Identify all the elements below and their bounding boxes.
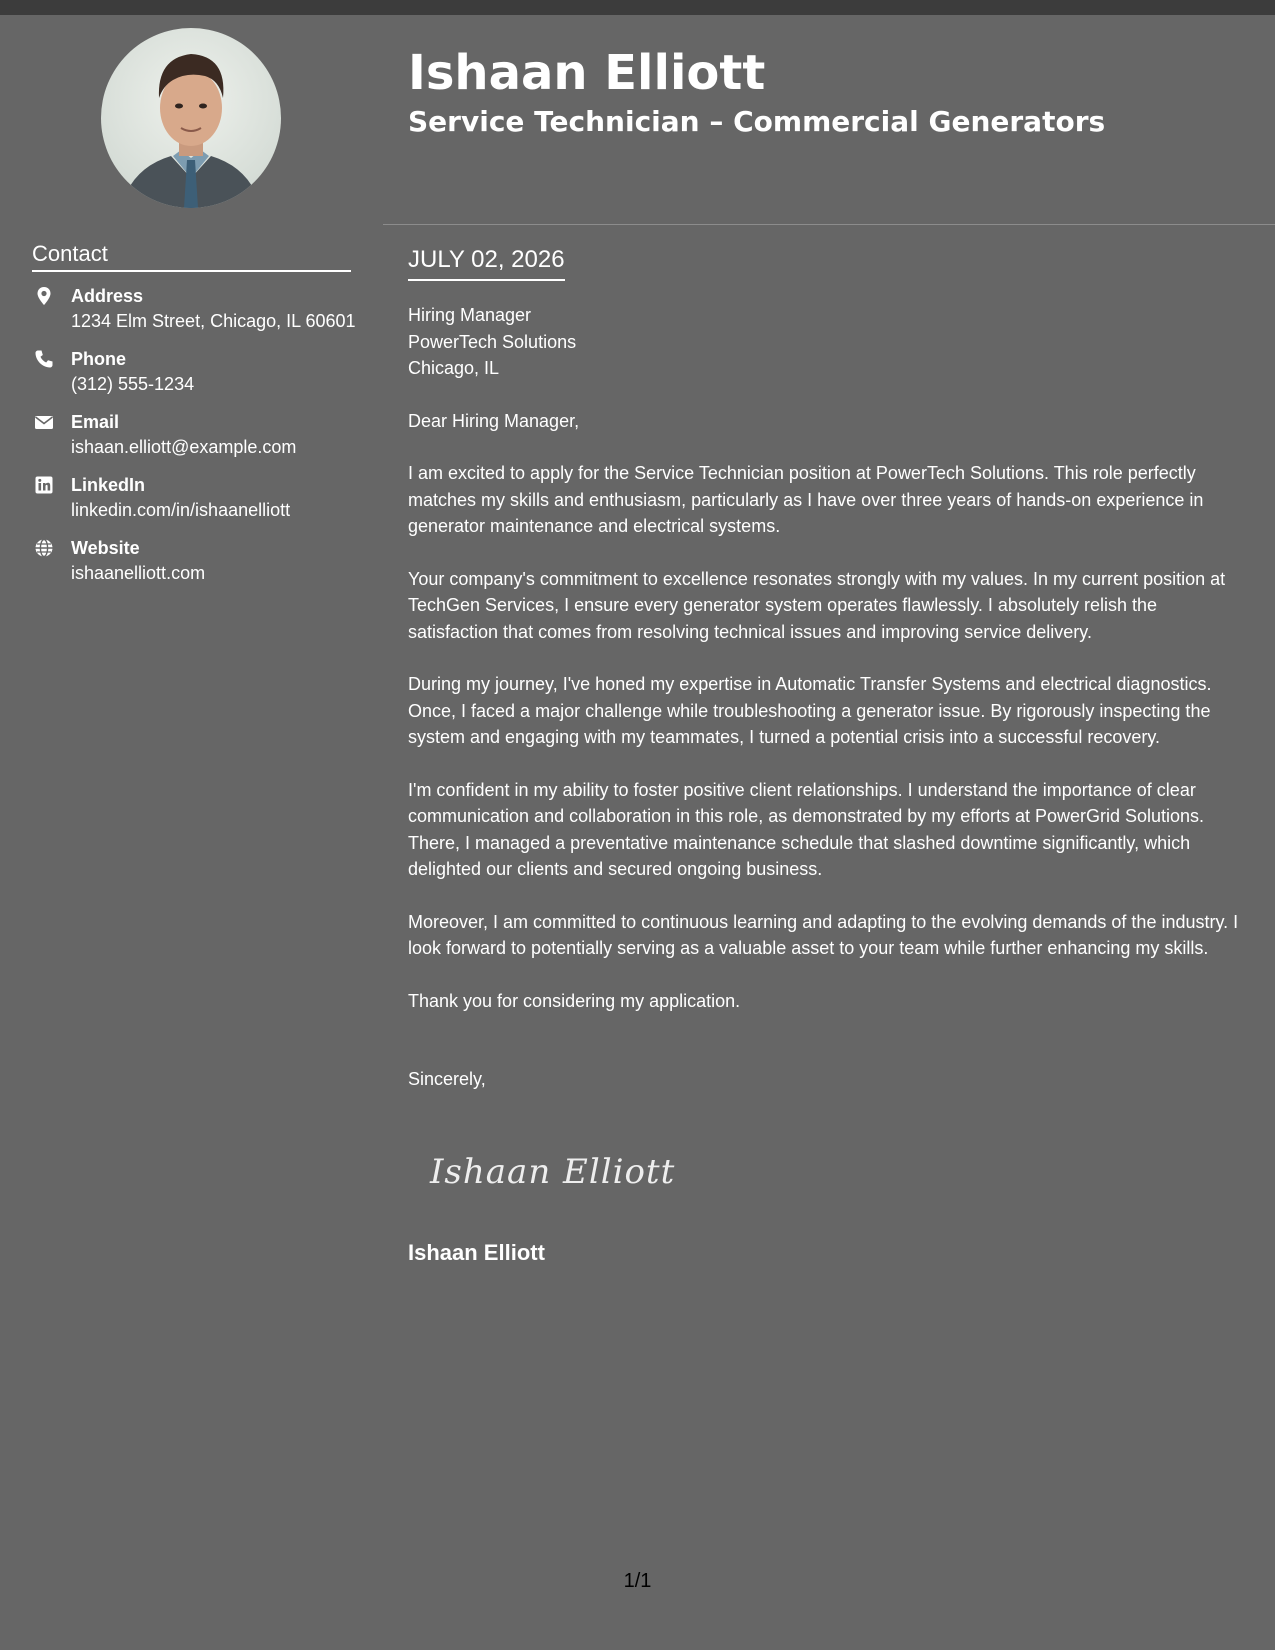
header-divider (383, 224, 1275, 225)
recipient-line: PowerTech Solutions (408, 331, 577, 352)
linkedin-value: linkedin.com/in/ishaanelliott (71, 500, 291, 520)
linkedin-icon (34, 475, 54, 495)
profile-photo (101, 28, 281, 208)
email-value: ishaan.elliott@example.com (71, 437, 297, 457)
signature: Ishaan Elliott (430, 1152, 676, 1192)
globe-icon (34, 538, 54, 558)
closing: Sincerely, (408, 1069, 486, 1089)
contact-website (32, 536, 362, 586)
sidebar (0, 15, 383, 1650)
contact-list (32, 284, 362, 599)
salutation: Dear Hiring Manager, (408, 410, 580, 431)
paragraph: Thank you for considering my application. (408, 990, 741, 1011)
contact-address (32, 284, 362, 334)
contact-label: Website (71, 538, 140, 558)
paragraph: I am excited to apply for the Service Technician position at PowerTech Solutions. This role perfectly matches my skills and enthusiasm, particularly as I have over three years of hands-on experience in generator maintenance and electrical systems. (408, 463, 1204, 536)
envelope-icon (34, 412, 54, 432)
contact-heading: Contact (32, 241, 351, 272)
contact-label: Email (71, 412, 120, 432)
paragraph: Moreover, I am committed to continuous learning and adapting to the evolving demands of the industry. I look forward to potentially serving as a valuable asset to your team while further enhancing my skills. (408, 911, 1239, 958)
portrait-illustration (101, 28, 281, 208)
recipient-block (408, 302, 1250, 382)
contact-email (32, 410, 362, 460)
contact-label: LinkedIn (71, 475, 146, 495)
paragraph: I'm confident in my ability to foster positive client relationships. I understand the importance of clear communication and collaboration in this role, as demonstrated by my efforts at PowerGrid Solutions. There, I managed a preventative maintenance schedule that slashed downtime significantly, which delighted our clients and secured ongoing business. (408, 779, 1205, 879)
phone-icon (34, 349, 54, 369)
website-value: ishaanelliott.com (71, 563, 206, 583)
paragraph: Your company's commitment to excellence resonates strongly with my values. In my current position at TechGen Services, I ensure every generator system operates flawlessly. I absolutely relish the satisfaction that comes from resolving technical issues and improving service delivery. (408, 568, 1226, 642)
signer-name: Ishaan Elliott (408, 1240, 545, 1265)
applicant-name: Ishaan Elliott (408, 45, 766, 101)
page-number: 1/1 (623, 1570, 652, 1592)
address-value: 1234 Elm Street, Chicago, IL 60601 (71, 311, 356, 331)
recipient-line: Chicago, IL (408, 358, 500, 378)
paragraph: During my journey, I've honed my expertise in Automatic Transfer Systems and electrical diagnostics. Once, I faced a major challenge while troubleshooting a generator issue. By rigorously inspecting the system and engaging with my teammates, I turned a potential crisis into a successful recovery. (408, 674, 1212, 747)
contact-label: Address (71, 286, 144, 306)
letter-date: JULY 02, 2026 (408, 243, 565, 281)
contact-linkedin (32, 473, 362, 523)
letter-body (408, 302, 1250, 1119)
phone-value: (312) 555-1234 (71, 374, 195, 394)
job-title: Service Technician – Commercial Generators (408, 105, 1106, 138)
map-pin-icon (34, 286, 54, 306)
contact-phone (32, 347, 362, 397)
recipient-line: Hiring Manager (408, 305, 532, 325)
contact-label: Phone (71, 349, 127, 369)
top-bar (0, 0, 1275, 15)
